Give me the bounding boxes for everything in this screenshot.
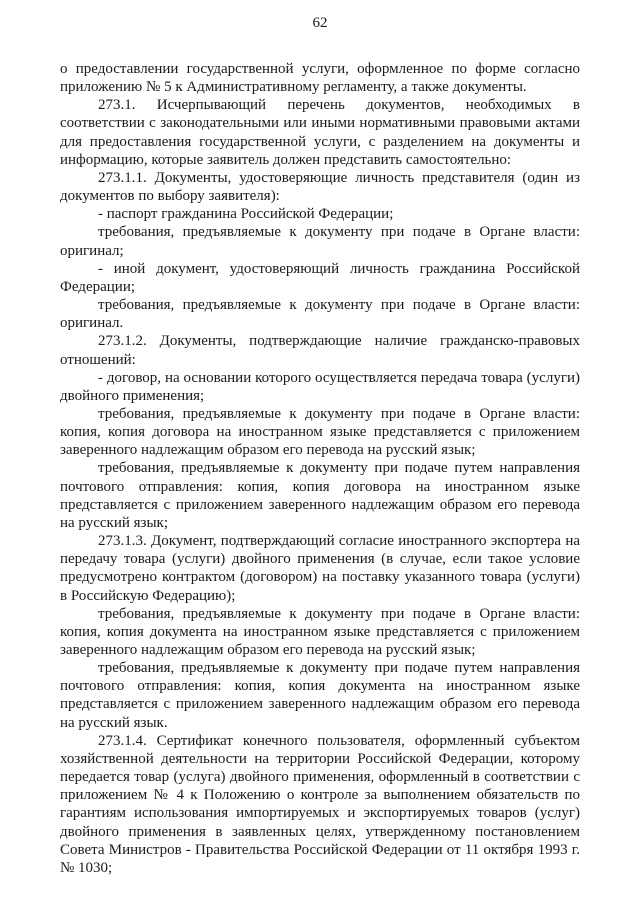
page-number: 62 (312, 15, 328, 31)
paragraph: 273.1. Исчерпывающий перечень документов, необходимых в соответствии с законодательными или иными нормативными правовыми актами для предоставления государственной услуги, с разделением на документы и информацию, которые заявитель должен представить самостоятельно: (60, 97, 580, 168)
paragraph: требования, предъявляемые к документу при подаче в Органе власти: оригинал; (60, 224, 580, 259)
paragraph: 273.1.3. Документ, подтверждающий согласие иностранного экспортера на передачу товара (услуги) двойного применения (в случае, если такое условие предусмотрено контрактом (договором) на поставку указанного товара (услуги) в Российскую Федерацию); (60, 533, 580, 604)
paragraph: требования, предъявляемые к документу при подаче путем направления почтового отправления: копия, копия документа на иностранном языке представляется с приложением заверенного надлежащим образом его перевода на русский язык. (60, 660, 580, 731)
paragraph: 273.1.4. Сертификат конечного пользователя, оформленный субъектом хозяйственной деятельности на территории Российской Федерации, которому передается товар (услуга) двойного применения, оформленный в соответствии с приложением № 4 к Положению о контроле за выполнением обязательств по гарантиям использования импортируемых и экспортируемых товаров (услуг) двойного применения в заявленных целях, утвержденному постановлением Совета Министров - Правительства Российской Федерации от 11 октября 1993 г. № 1030; (60, 732, 580, 876)
paragraph: требования, предъявляемые к документу при подаче в Органе власти: копия, копия документа на иностранном языке представляется с приложением заверенного надлежащим образом его перевода на русский язык; (60, 605, 580, 658)
paragraph: 273.1.2. Документы, подтверждающие наличие гражданско-правовых отношений: (60, 333, 580, 368)
paragraph: 273.1.1. Документы, удостоверяющие личность представителя (один из документов по выбору заявителя): (60, 169, 580, 205)
paragraph: о предоставлении государственной услуги, оформленное по форме согласно приложению № 5 к Административному регламенту, а также документы. (60, 61, 580, 96)
paragraph: - иной документ, удостоверяющий личность гражданина Российской Федерации; (60, 260, 580, 295)
paragraph: - паспорт гражданина Российской Федерации; (98, 206, 394, 223)
paragraph: требования, предъявляемые к документу при подаче в Органе власти: оригинал. (60, 297, 580, 332)
paragraph: - договор, на основании которого осуществляется передача товара (услуги) двойного применения; (60, 369, 580, 404)
paragraph: требования, предъявляемые к документу при подаче путем направления почтового отправления: копия, копия договора на иностранном языке представляется с приложением заверенного надлежащим образом его перевода на русский язык; (60, 460, 580, 531)
document-body (60, 60, 580, 877)
paragraph: требования, предъявляемые к документу при подаче в Органе власти: копия, копия договора на иностранном языке представляется с приложением заверенного надлежащим образом его перевода на русский язык; (60, 405, 580, 459)
